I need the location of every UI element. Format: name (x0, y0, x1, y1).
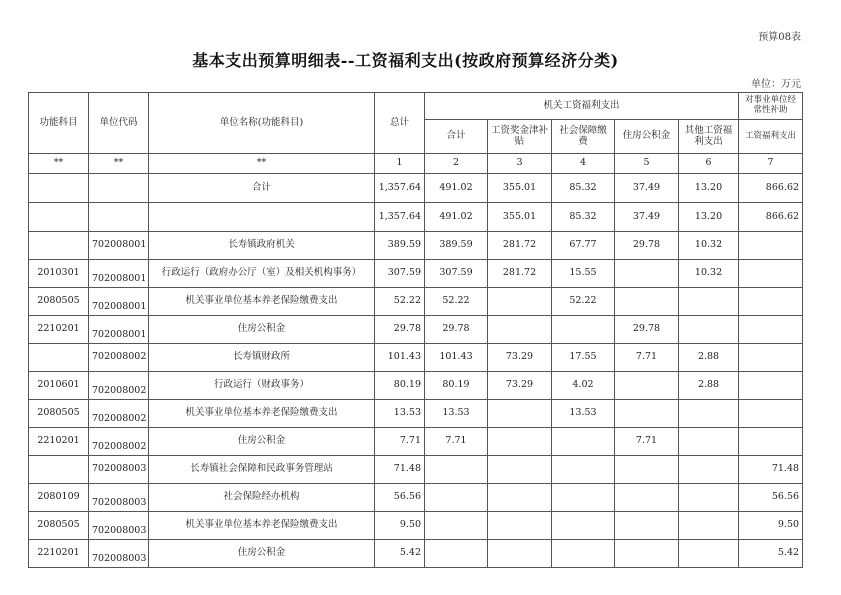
other-cell: 2.88 (679, 344, 739, 372)
inst-wage-cell: 866.62 (739, 203, 803, 232)
bonus-cell (488, 400, 552, 428)
table-row (29, 428, 803, 456)
unit-code-cell: 702008002 (89, 428, 149, 456)
housing-cell (615, 372, 679, 400)
table-body (29, 154, 803, 568)
inst-wage-cell (739, 344, 803, 372)
unit-code-cell: 702008001 (89, 316, 149, 344)
other-cell (679, 484, 739, 512)
total-cell: 5.42 (375, 540, 425, 568)
bonus-cell (488, 512, 552, 540)
unit-name-cell: 长寿镇财政所 (149, 344, 375, 372)
total-cell: 1,357.64 (375, 174, 425, 203)
table-row (29, 484, 803, 512)
inst-wage-cell: 71.48 (739, 456, 803, 484)
table-row (29, 456, 803, 484)
table-row (29, 203, 803, 232)
bonus-cell: 73.29 (488, 372, 552, 400)
table-row (29, 540, 803, 568)
bonus-cell: 73.29 (488, 344, 552, 372)
unit-name-cell: 住房公积金 (149, 428, 375, 456)
social-cell (552, 484, 615, 512)
func-code-cell (29, 174, 89, 203)
housing-cell (615, 540, 679, 568)
table-row (29, 232, 803, 260)
other-cell (679, 428, 739, 456)
subtotal-cell: 7.71 (425, 428, 488, 456)
table-row (29, 372, 803, 400)
subtotal-cell: 29.78 (425, 316, 488, 344)
social-cell: 17.55 (552, 344, 615, 372)
subtotal-cell: 80.19 (425, 372, 488, 400)
index-cell: 3 (488, 154, 552, 174)
other-cell: 10.32 (679, 232, 739, 260)
func-code-cell (29, 203, 89, 232)
subtotal-cell (425, 540, 488, 568)
table-row (29, 260, 803, 288)
other-cell: 2.88 (679, 372, 739, 400)
unit-name-cell: 合计 (149, 174, 375, 203)
subtotal-cell (425, 484, 488, 512)
bonus-cell: 281.72 (488, 260, 552, 288)
unit-code-cell: 702008003 (89, 484, 149, 512)
table-row (29, 512, 803, 540)
unit-code-cell: 702008002 (89, 372, 149, 400)
header-social: 社会保障缴费 (552, 120, 615, 154)
other-cell (679, 288, 739, 316)
housing-cell: 29.78 (615, 316, 679, 344)
unit-name-cell: 住房公积金 (149, 540, 375, 568)
subtotal-cell (425, 512, 488, 540)
inst-wage-cell (739, 260, 803, 288)
unit-code-cell (89, 174, 149, 203)
housing-cell (615, 484, 679, 512)
unit-name-cell: 机关事业单位基本养老保险缴费支出 (149, 512, 375, 540)
total-cell: 389.59 (375, 232, 425, 260)
func-code-cell: 2080505 (29, 400, 89, 428)
total-cell: 101.43 (375, 344, 425, 372)
unit-code-cell: 702008001 (89, 232, 149, 260)
subtotal-cell: 491.02 (425, 203, 488, 232)
header-housing: 住房公积金 (615, 120, 679, 154)
bonus-cell (488, 428, 552, 456)
header-inst-wage: 工资福利支出 (739, 120, 803, 154)
total-cell: 307.59 (375, 260, 425, 288)
total-cell: 1,357.64 (375, 203, 425, 232)
social-cell: 4.02 (552, 372, 615, 400)
unit-code-cell: 702008003 (89, 456, 149, 484)
index-cell: 7 (739, 154, 803, 174)
total-cell: 71.48 (375, 456, 425, 484)
bonus-cell (488, 484, 552, 512)
housing-cell (615, 456, 679, 484)
inst-wage-cell (739, 316, 803, 344)
unit-name-cell: 社会保险经办机构 (149, 484, 375, 512)
other-cell: 13.20 (679, 174, 739, 203)
housing-cell: 7.71 (615, 344, 679, 372)
subtotal-cell: 307.59 (425, 260, 488, 288)
table-header (29, 93, 803, 154)
social-cell (552, 316, 615, 344)
unit-code-cell: 702008001 (89, 260, 149, 288)
unit-name-cell: 行政运行（政府办公厅（室）及相关机构事务） (149, 260, 375, 288)
index-cell: 1 (375, 154, 425, 174)
index-cell: ** (149, 154, 375, 174)
header-unit-code: 单位代码 (89, 93, 149, 154)
table-row (29, 316, 803, 344)
housing-cell: 37.49 (615, 174, 679, 203)
bonus-cell (488, 288, 552, 316)
budget-table (28, 92, 803, 568)
unit-code-cell: 702008002 (89, 400, 149, 428)
social-cell (552, 428, 615, 456)
index-cell: ** (89, 154, 149, 174)
subtotal-cell (425, 456, 488, 484)
bonus-cell (488, 540, 552, 568)
inst-wage-cell (739, 288, 803, 316)
subtotal-cell: 13.53 (425, 400, 488, 428)
bonus-cell (488, 456, 552, 484)
total-cell: 7.71 (375, 428, 425, 456)
housing-cell (615, 288, 679, 316)
func-code-cell: 2210201 (29, 316, 89, 344)
other-cell: 10.32 (679, 260, 739, 288)
housing-cell: 7.71 (615, 428, 679, 456)
header-func-code: 功能科目 (29, 93, 89, 154)
total-cell: 13.53 (375, 400, 425, 428)
index-cell: ** (29, 154, 89, 174)
inst-wage-cell: 5.42 (739, 540, 803, 568)
social-cell (552, 456, 615, 484)
func-code-cell: 2010301 (29, 260, 89, 288)
header-bonus: 工资奖金津补贴 (488, 120, 552, 154)
housing-cell (615, 260, 679, 288)
other-cell: 13.20 (679, 203, 739, 232)
unit-code-cell: 702008003 (89, 512, 149, 540)
subtotal-cell: 491.02 (425, 174, 488, 203)
housing-cell: 37.49 (615, 203, 679, 232)
unit-code-cell (89, 203, 149, 232)
total-cell: 80.19 (375, 372, 425, 400)
func-code-cell (29, 456, 89, 484)
total-cell: 56.56 (375, 484, 425, 512)
other-cell (679, 316, 739, 344)
unit-label: 单位：万元 (751, 79, 801, 90)
social-cell (552, 540, 615, 568)
bonus-cell: 355.01 (488, 174, 552, 203)
func-code-cell: 2080505 (29, 288, 89, 316)
social-cell: 85.32 (552, 174, 615, 203)
inst-wage-cell (739, 400, 803, 428)
func-code-cell: 2010601 (29, 372, 89, 400)
other-cell (679, 512, 739, 540)
header-unit-name: 单位名称(功能科目) (149, 93, 375, 154)
func-code-cell: 2080109 (29, 484, 89, 512)
housing-cell (615, 512, 679, 540)
subtotal-cell: 389.59 (425, 232, 488, 260)
header-subtotal: 合计 (425, 120, 488, 154)
unit-code-cell: 702008003 (89, 540, 149, 568)
bonus-cell: 281.72 (488, 232, 552, 260)
table-row (29, 174, 803, 203)
func-code-cell: 2210201 (29, 540, 89, 568)
table-row (29, 288, 803, 316)
unit-code-cell: 702008001 (89, 288, 149, 316)
bonus-cell (488, 316, 552, 344)
unit-name-cell: 长寿镇社会保障和民政事务管理站 (149, 456, 375, 484)
housing-cell: 29.78 (615, 232, 679, 260)
total-cell: 29.78 (375, 316, 425, 344)
index-cell: 6 (679, 154, 739, 174)
other-cell (679, 400, 739, 428)
unit-name-cell: 住房公积金 (149, 316, 375, 344)
inst-wage-cell: 866.62 (739, 174, 803, 203)
subtotal-cell: 52.22 (425, 288, 488, 316)
housing-cell (615, 400, 679, 428)
unit-code-cell: 702008002 (89, 344, 149, 372)
func-code-cell: 2080505 (29, 512, 89, 540)
subtotal-cell: 101.43 (425, 344, 488, 372)
unit-name-cell: 机关事业单位基本养老保险缴费支出 (149, 288, 375, 316)
social-cell: 67.77 (552, 232, 615, 260)
index-cell: 4 (552, 154, 615, 174)
unit-name-cell: 行政运行（财政事务） (149, 372, 375, 400)
table-row (29, 344, 803, 372)
header-total: 总计 (375, 93, 425, 154)
index-cell: 5 (615, 154, 679, 174)
other-cell (679, 456, 739, 484)
social-cell (552, 512, 615, 540)
table-row (29, 400, 803, 428)
header-group-inst: 对事业单位经常性补助 (739, 93, 803, 120)
inst-wage-cell (739, 428, 803, 456)
unit-name-cell: 机关事业单位基本养老保险缴费支出 (149, 400, 375, 428)
total-cell: 9.50 (375, 512, 425, 540)
inst-wage-cell (739, 372, 803, 400)
index-row (29, 154, 803, 174)
inst-wage-cell: 9.50 (739, 512, 803, 540)
inst-wage-cell (739, 232, 803, 260)
inst-wage-cell: 56.56 (739, 484, 803, 512)
unit-name-cell (149, 203, 375, 232)
other-cell (679, 540, 739, 568)
bonus-cell: 355.01 (488, 203, 552, 232)
social-cell: 13.53 (552, 400, 615, 428)
index-cell: 2 (425, 154, 488, 174)
total-cell: 52.22 (375, 288, 425, 316)
social-cell: 15.55 (552, 260, 615, 288)
social-cell: 85.32 (552, 203, 615, 232)
unit-name-cell: 长寿镇政府机关 (149, 232, 375, 260)
header-other: 其他工资福利支出 (679, 120, 739, 154)
func-code-cell (29, 344, 89, 372)
social-cell: 52.22 (552, 288, 615, 316)
func-code-cell (29, 232, 89, 260)
header-group-org: 机关工资福利支出 (425, 93, 739, 120)
page-title: 基本支出预算明细表--工资福利支出(按政府预算经济分类) (192, 51, 619, 70)
form-number: 预算08表 (758, 32, 801, 43)
func-code-cell: 2210201 (29, 428, 89, 456)
